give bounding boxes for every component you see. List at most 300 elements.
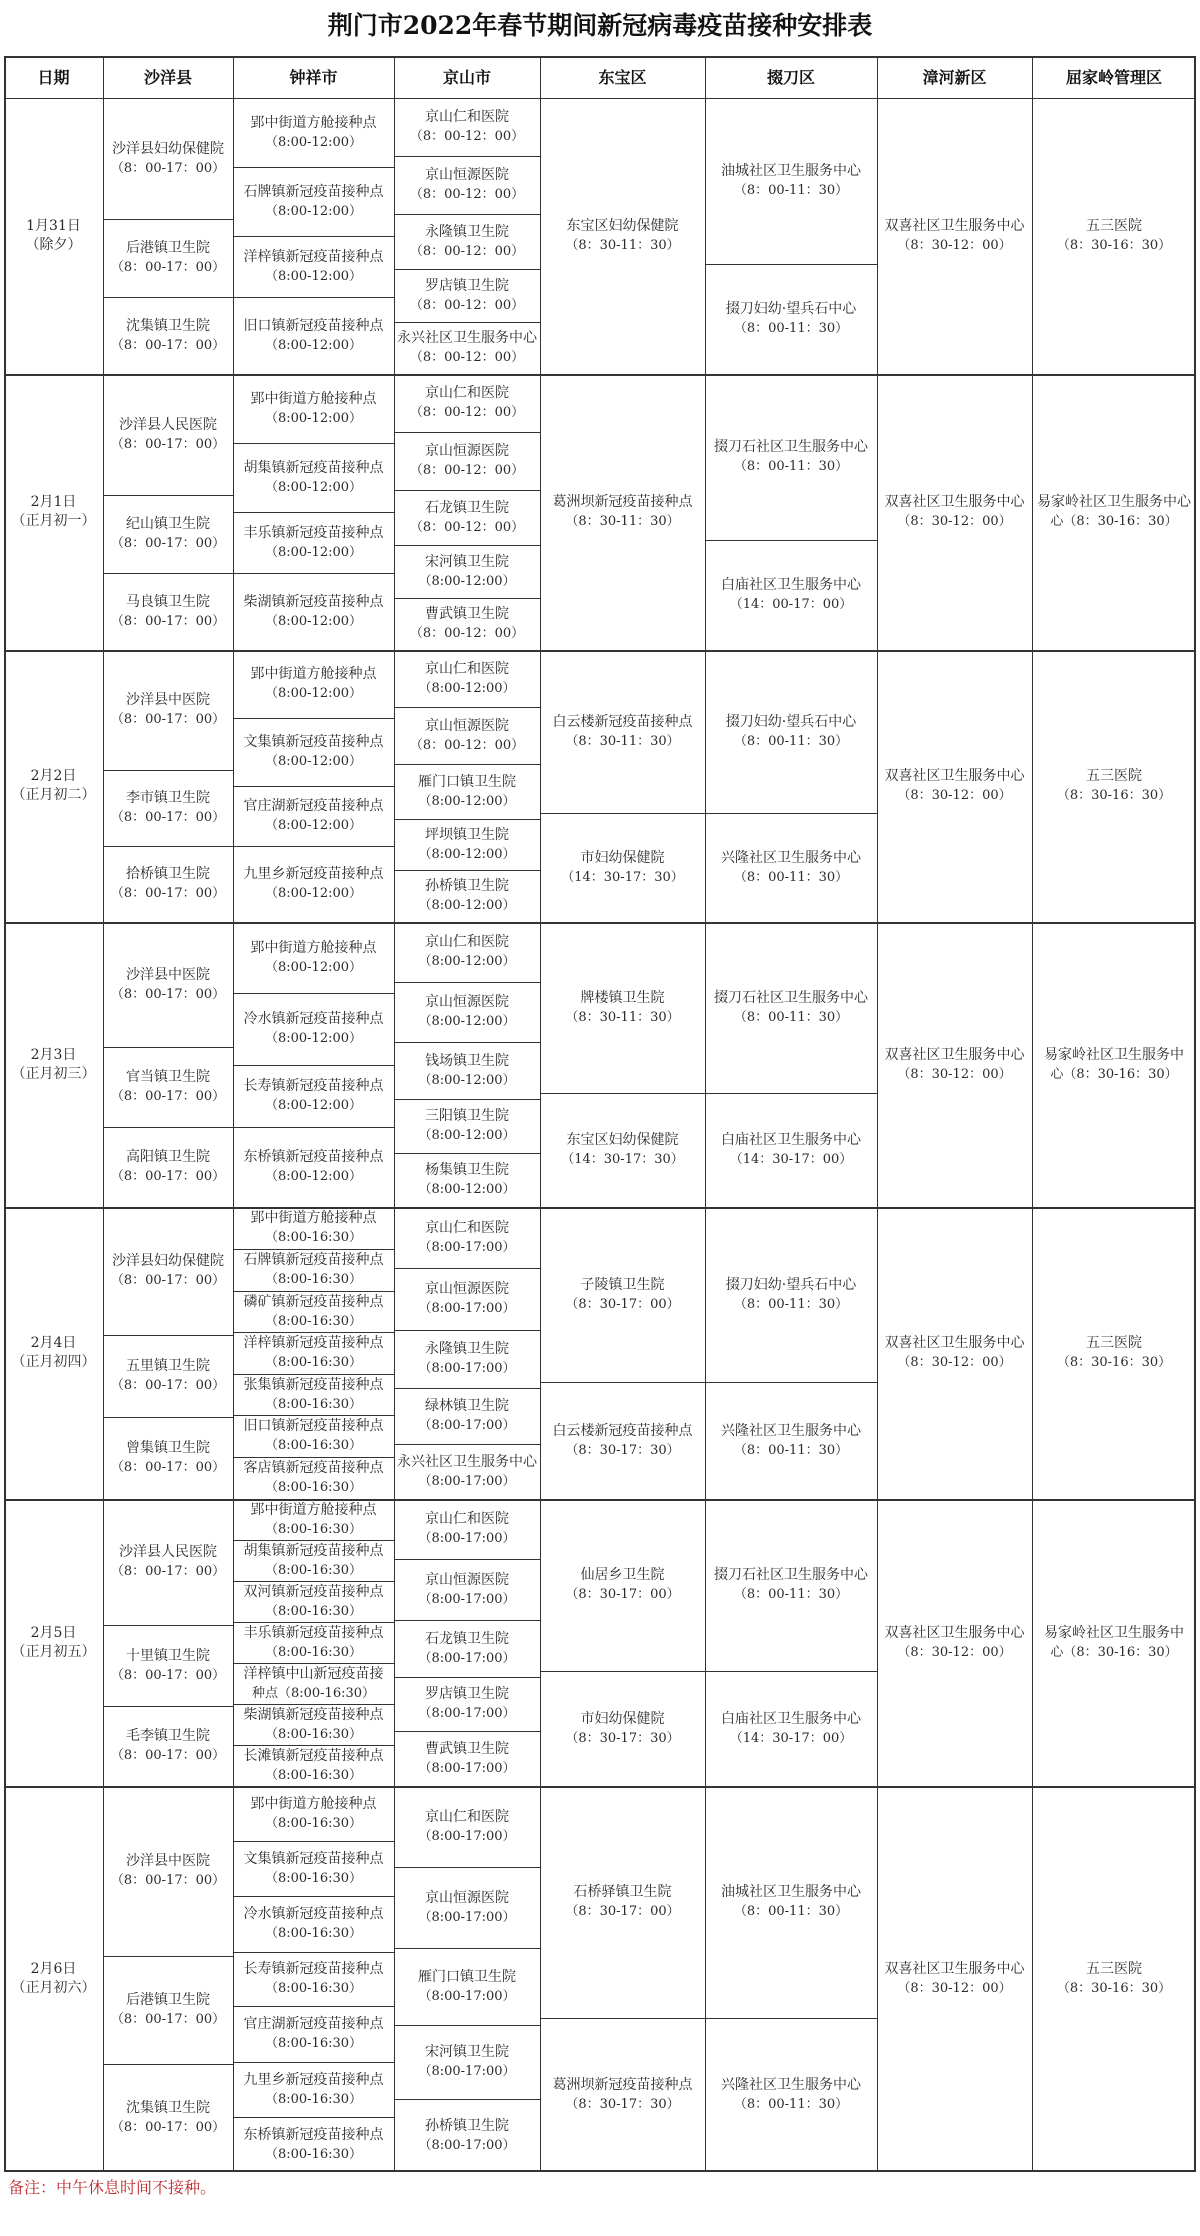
site-name: 官当镇卫生院 — [126, 1069, 210, 1085]
duodao-site — [705, 1671, 877, 1786]
site-name: 京山仁和医院 — [425, 1511, 509, 1527]
site-name: 郢中街道方舱接种点 — [250, 114, 377, 131]
footnote: 备注：中午休息时间不接种。 — [8, 2178, 217, 2197]
site-hours: （8:00-16:30） — [264, 1355, 363, 1370]
site-hours: （8：30-17：30） — [565, 1442, 680, 1458]
site-hours: （8:00-12:00） — [264, 886, 363, 901]
zhongxiang-site — [233, 1499, 394, 1540]
site-hours: （8:00-17:00） — [418, 1909, 516, 1925]
table-rule — [4, 1207, 1196, 1209]
site-name: 易家岭社区卫生服务中心 — [1037, 494, 1191, 510]
site-name: 雁门口镇卫生院 — [418, 773, 516, 790]
table-rule — [233, 297, 394, 298]
site-name: 掇刀妇幼·望兵石中心 — [725, 301, 857, 317]
table-rule — [705, 813, 877, 814]
column-header-label: 京山市 — [442, 67, 491, 87]
duodao-site — [705, 1093, 877, 1207]
zhongxiang-site — [233, 1745, 394, 1786]
lunar-date-label: （正月初一） — [11, 513, 96, 529]
table-rule — [233, 443, 394, 444]
lunar-date-label: （正月初二） — [11, 787, 96, 803]
table-rule — [233, 1622, 394, 1623]
date-cell — [4, 1499, 103, 1786]
duodao-site — [705, 813, 877, 922]
site-hours: （8：00-17：00） — [110, 810, 226, 825]
qujialing-site — [1032, 374, 1196, 650]
site-hours: （8:00-16:30） — [264, 1981, 363, 1996]
site-hours: （8:00-16:30） — [264, 2036, 363, 2051]
table-rule — [4, 1786, 1196, 1788]
site-hours: （8:00-12:00） — [264, 544, 363, 560]
site-hours: （8:00-16:30） — [264, 1815, 363, 1831]
shayang-site — [103, 650, 233, 770]
zhongxiang-site — [233, 922, 394, 993]
site-name: 双喜社区卫生服务中心 — [884, 494, 1025, 510]
table-rule — [233, 1249, 394, 1250]
site-hours: （8:00-12:00） — [418, 573, 516, 589]
site-hours: （8：00-11：30） — [733, 1009, 849, 1025]
site-name: 石牌镇新冠疫苗接种点 — [243, 183, 384, 200]
site-hours: （8:00-17:00） — [418, 1591, 516, 1607]
site-name: 白庙社区卫生服务中心 — [721, 577, 861, 593]
site-hours: （8:00-16:30） — [264, 1272, 363, 1287]
zhongxiang-site — [233, 297, 394, 374]
site-hours: 种点（8:00-16:30） — [251, 1685, 376, 1701]
site-name: 毛李镇卫生院 — [126, 1728, 210, 1744]
site-name: 永隆镇卫生院 — [425, 1341, 509, 1357]
jingshan-site — [394, 650, 540, 707]
table-rule — [233, 1374, 394, 1375]
site-hours: （8：00-17：00） — [110, 2120, 226, 2135]
site-name: 兴隆社区卫生服务中心 — [721, 849, 861, 866]
site-hours: （8：00-17：00） — [110, 1169, 226, 1184]
zhongxiang-site — [233, 1622, 394, 1663]
site-name: 后港镇卫生院 — [126, 1992, 210, 2008]
site-name: 郢中街道方舱接种点 — [250, 1210, 377, 1226]
table-rule — [233, 1581, 394, 1582]
shayang-site — [103, 374, 233, 495]
date-cell — [4, 98, 103, 374]
table-rule — [394, 1099, 540, 1100]
zhongxiang-site — [233, 2117, 394, 2172]
site-name: 掇刀石社区卫生服务中心 — [714, 439, 868, 455]
jingshan-site — [394, 1268, 540, 1330]
site-name: 石牌镇新冠疫苗接种点 — [243, 1252, 384, 1268]
site-name: 曹武镇卫生院 — [425, 1740, 509, 1757]
table-rule — [233, 512, 394, 513]
table-rule — [233, 718, 394, 719]
site-name: 九里乡新冠疫苗接种点 — [243, 866, 384, 882]
site-name: 白庙社区卫生服务中心 — [721, 1132, 861, 1148]
table-rule — [233, 1704, 394, 1705]
zhongxiang-site — [233, 1896, 394, 1952]
site-hours: （8：30-11：30） — [565, 514, 680, 529]
site-hours: （8：30-11：30） — [565, 1009, 680, 1025]
table-rule — [394, 870, 540, 871]
table-rule — [540, 56, 541, 2172]
site-name: 郢中街道方舱接种点 — [250, 939, 377, 956]
site-hours: （8:00-16:30） — [264, 1313, 363, 1329]
site-name: 白云楼新冠疫苗接种点 — [552, 713, 693, 730]
site-name: 沙洋县中医院 — [126, 692, 210, 708]
site-name: 胡集镇新冠疫苗接种点 — [243, 1542, 384, 1559]
site-hours: （8:00-16:30） — [264, 1767, 363, 1783]
column-header-label: 日期 — [37, 67, 70, 87]
jingshan-site — [394, 432, 540, 490]
site-name: 掇刀石社区卫生服务中心 — [714, 989, 868, 1006]
jingshan-site — [394, 1207, 540, 1268]
site-hours: （8:00-17:00） — [418, 1706, 516, 1721]
zhongxiang-site — [233, 1786, 394, 1841]
shayang-site — [103, 1047, 233, 1127]
site-name: 易家岭社区卫生服务中 — [1044, 1624, 1184, 1641]
jingshan-site — [394, 374, 540, 432]
table-rule — [4, 1499, 1196, 1501]
dongbao-site — [540, 922, 705, 1093]
site-hours: （8:00-12:00） — [418, 1128, 516, 1143]
zhongxiang-site — [233, 1291, 394, 1332]
zhanghe-site — [877, 650, 1032, 922]
site-name: 双喜社区卫生服务中心 — [884, 218, 1025, 234]
site-name: 掇刀石社区卫生服务中心 — [714, 1567, 868, 1583]
jingshan-site — [394, 707, 540, 764]
site-name: 郢中街道方舱接种点 — [250, 666, 377, 682]
site-hours: （8：30-17：00） — [565, 1587, 680, 1602]
table-rule — [705, 2018, 877, 2019]
zhongxiang-site — [233, 650, 394, 718]
site-name: 杨集镇卫生院 — [425, 1162, 509, 1178]
site-hours: （8：30-12：00） — [897, 1981, 1012, 1996]
table-rule — [233, 2117, 394, 2118]
site-name: 曾集镇卫生院 — [126, 1440, 210, 1456]
date-cell — [4, 374, 103, 650]
site-hours: （8:00-16:30） — [264, 1396, 363, 1412]
site-name: 洋梓镇新冠疫苗接种点 — [243, 248, 384, 265]
site-hours: （8：00-17：00） — [110, 1378, 226, 1393]
site-name: 孙桥镇卫生院 — [425, 878, 509, 894]
site-hours: （8：00-12：00） — [409, 129, 525, 144]
schedule-table — [4, 56, 1196, 2172]
site-hours: （8：30-17：00） — [565, 1296, 680, 1312]
site-hours: （8：30-16：30） — [1056, 788, 1172, 803]
qujialing-site — [1032, 1207, 1196, 1499]
table-rule — [103, 297, 233, 298]
dongbao-site — [540, 1382, 705, 1499]
site-hours: （8:00-12:00） — [264, 410, 363, 426]
site-hours: （8：30-16：30） — [1056, 1981, 1172, 1996]
duodao-site — [705, 264, 877, 374]
table-rule — [394, 1948, 540, 1949]
table-rule — [394, 1559, 540, 1560]
column-header — [394, 56, 540, 98]
shayang-site — [103, 846, 233, 922]
table-rule — [394, 2025, 540, 2026]
table-rule — [233, 1415, 394, 1416]
site-name: 旧口镇新冠疫苗接种点 — [243, 317, 384, 334]
jingshan-site — [394, 922, 540, 982]
site-hours: （8：00-12：00） — [409, 463, 525, 478]
site-name: 双河镇新冠疫苗接种点 — [243, 1583, 384, 1600]
site-hours: （8：00-17：00） — [110, 160, 226, 176]
jingshan-site — [394, 156, 540, 214]
date-cell — [4, 922, 103, 1207]
site-name: 罗店镇卫生院 — [425, 1686, 509, 1702]
site-hours: （8:00-17:00） — [418, 1531, 516, 1546]
site-hours: （8：00-17：00） — [110, 2012, 226, 2027]
site-name: 沙洋县人民医院 — [119, 1544, 217, 1560]
lunar-date-label: （正月初六） — [11, 1980, 96, 1996]
site-name: 京山恒源医院 — [425, 1889, 509, 1906]
jingshan-site — [394, 1099, 540, 1153]
table-rule — [705, 1093, 877, 1094]
site-name: 京山仁和医院 — [425, 660, 509, 677]
dongbao-site — [540, 1499, 705, 1671]
table-rule — [233, 167, 394, 168]
site-hours: （8:00-12:00） — [264, 337, 363, 353]
table-rule — [103, 1127, 233, 1128]
shayang-site — [103, 1207, 233, 1335]
shayang-site — [103, 495, 233, 573]
site-name: 纪山镇卫生院 — [126, 516, 210, 532]
site-hours: （8：00-11：30） — [733, 733, 849, 749]
table-rule — [394, 156, 540, 157]
site-hours: （8:00-12:00） — [264, 479, 363, 495]
qujialing-site — [1032, 1786, 1196, 2172]
date-label: 2月3日 — [30, 1046, 77, 1063]
shayang-site — [103, 219, 233, 297]
site-name: 沙洋县人民医院 — [119, 416, 217, 433]
site-name: 洋梓镇中山新冠疫苗接 — [243, 1665, 384, 1682]
site-name: 京山仁和医院 — [425, 1219, 509, 1236]
site-hours: （8:00-12:00） — [264, 268, 363, 284]
site-name: 京山恒源医院 — [425, 717, 509, 734]
site-name: 京山恒源医院 — [425, 167, 509, 183]
jingshan-site — [394, 98, 540, 156]
table-rule — [540, 813, 705, 814]
table-rule — [233, 236, 394, 237]
site-hours: （14：30-17：00） — [729, 1152, 853, 1167]
site-name: 京山仁和医院 — [425, 934, 509, 950]
site-hours: （8：00-17：00） — [110, 1667, 226, 1683]
jingshan-site — [394, 214, 540, 269]
table-rule — [233, 1540, 394, 1541]
site-name: 兴隆社区卫生服务中心 — [721, 2077, 861, 2093]
site-hours: （8：00-12：00） — [409, 350, 525, 365]
site-name: 高阳镇卫生院 — [126, 1149, 210, 1165]
site-hours: （8:00-12:00） — [418, 680, 516, 696]
jingshan-site — [394, 1620, 540, 1677]
site-hours: （8:00-16:30） — [264, 1644, 363, 1660]
table-rule — [233, 1896, 394, 1897]
site-name: 郢中街道方舱接种点 — [250, 390, 377, 407]
table-rule — [394, 1268, 540, 1269]
jingshan-site — [394, 870, 540, 922]
site-hours: （8:00-16:30） — [264, 1562, 363, 1578]
table-rule — [103, 770, 233, 771]
table-rule — [103, 1335, 233, 1336]
shayang-site — [103, 1335, 233, 1417]
site-hours: （8：00-11：30） — [733, 1442, 849, 1458]
table-rule — [233, 1745, 394, 1746]
zhongxiang-site — [233, 98, 394, 167]
site-hours: 心（8：30-16：30） — [1050, 514, 1178, 529]
site-hours: （8:00-17:00） — [418, 1828, 516, 1844]
shayang-site — [103, 297, 233, 374]
site-name: 市妇幼保健院 — [580, 1710, 665, 1727]
duodao-site — [705, 1786, 877, 2018]
lunar-date-label: （正月初四） — [11, 1354, 96, 1370]
site-name: 石龙镇卫生院 — [425, 1630, 509, 1647]
qujialing-site — [1032, 1499, 1196, 1786]
table-rule — [4, 2170, 1196, 2172]
site-hours: （8:00-12:00） — [264, 818, 363, 833]
table-rule — [540, 1093, 705, 1094]
zhongxiang-site — [233, 1332, 394, 1374]
site-name: 五三医院 — [1086, 1961, 1142, 1977]
site-name: 郢中街道方舱接种点 — [250, 1795, 377, 1812]
table-rule — [540, 1382, 705, 1383]
site-hours: （14：30-17：30） — [561, 869, 684, 885]
site-hours: （8：00-11：30） — [733, 2097, 849, 2112]
site-name: 柴湖镇新冠疫苗接种点 — [243, 593, 384, 610]
site-name: 东宝区妇幼保健院 — [566, 1132, 679, 1148]
column-header-label: 东宝区 — [598, 67, 647, 87]
site-name: 东桥镇新冠疫苗接种点 — [243, 2126, 384, 2143]
zhanghe-site — [877, 374, 1032, 650]
site-name: 宋河镇卫生院 — [425, 553, 509, 570]
site-name: 京山恒源医院 — [425, 994, 509, 1010]
site-hours: （14：30-17：00） — [729, 1730, 853, 1746]
site-name: 官庄湖新冠疫苗接种点 — [243, 2016, 384, 2032]
table-rule — [103, 495, 233, 496]
shayang-site — [103, 922, 233, 1047]
zhanghe-site — [877, 1207, 1032, 1499]
dongbao-site — [540, 1093, 705, 1207]
column-header-label: 屈家岭管理区 — [1065, 67, 1162, 87]
table-rule — [103, 1956, 233, 1957]
zhongxiang-site — [233, 573, 394, 650]
table-rule — [233, 573, 394, 574]
site-hours: （8:00-17:00） — [418, 1418, 516, 1433]
table-rule — [394, 1620, 540, 1621]
duodao-site — [705, 374, 877, 540]
jingshan-site — [394, 269, 540, 322]
zhongxiang-site — [233, 1374, 394, 1415]
site-hours: （8:00-16:30） — [264, 1480, 363, 1495]
site-hours: （8:00-16:30） — [264, 1603, 363, 1619]
site-name: 仙居乡卫生院 — [580, 1567, 665, 1583]
site-name: 后港镇卫生院 — [126, 240, 210, 256]
zhongxiang-site — [233, 167, 394, 236]
zhongxiang-site — [233, 1704, 394, 1745]
site-name: 沙洋县妇幼保健院 — [112, 140, 224, 157]
dongbao-site — [540, 813, 705, 922]
site-hours: （8：00-12：00） — [409, 297, 525, 313]
zhongxiang-site — [233, 718, 394, 786]
zhongxiang-site — [233, 846, 394, 922]
site-hours: （8：00-12：00） — [409, 519, 525, 535]
table-rule — [233, 993, 394, 994]
table-rule — [4, 650, 1196, 652]
date-cell — [4, 1207, 103, 1499]
site-name: 市妇幼保健院 — [580, 849, 665, 866]
site-name: 沙洋县中医院 — [126, 966, 210, 983]
table-rule — [4, 98, 1196, 99]
site-name: 双喜社区卫生服务中心 — [884, 1624, 1025, 1641]
site-hours: （8:00-12:00） — [264, 203, 363, 219]
jingshan-site — [394, 1786, 540, 1867]
site-hours: （8：00-12：00） — [409, 243, 525, 259]
table-rule — [103, 1706, 233, 1707]
table-rule — [394, 1330, 540, 1331]
table-rule — [1032, 56, 1033, 2172]
site-hours: （8：00-11：30） — [733, 1587, 849, 1602]
site-name: 京山仁和医院 — [425, 109, 509, 125]
table-rule — [394, 982, 540, 983]
table-rule — [103, 1625, 233, 1626]
jingshan-site — [394, 982, 540, 1042]
shayang-site — [103, 2064, 233, 2172]
site-name: 永兴社区卫生服务中心 — [397, 330, 537, 346]
date-label: 2月1日 — [30, 494, 77, 510]
duodao-site — [705, 922, 877, 1093]
jingshan-site — [394, 764, 540, 819]
date-label: 2月4日 — [30, 1335, 77, 1351]
zhongxiang-site — [233, 2006, 394, 2062]
site-name: 白云楼新冠疫苗接种点 — [552, 1422, 693, 1439]
site-hours: （8：00-11：30） — [733, 459, 849, 474]
duodao-site — [705, 540, 877, 650]
site-hours: （8：00-17：00） — [110, 436, 226, 452]
site-name: 京山恒源医院 — [425, 1281, 509, 1297]
site-name: 坪坝镇卫生院 — [425, 826, 509, 843]
site-hours: （8:00-17:00） — [418, 1650, 516, 1666]
table-rule — [233, 56, 234, 2172]
table-rule — [394, 1677, 540, 1678]
site-hours: （8：00-17：00） — [110, 1273, 226, 1288]
site-name: 石龙镇卫生院 — [425, 499, 509, 516]
site-name: 兴隆社区卫生服务中心 — [721, 1422, 861, 1439]
table-rule — [394, 56, 395, 2172]
zhongxiang-site — [233, 1415, 394, 1457]
site-hours: （8：30-12：00） — [897, 514, 1012, 529]
table-rule — [705, 1382, 877, 1383]
duodao-site — [705, 2018, 877, 2172]
site-name: 双喜社区卫生服务中心 — [884, 1335, 1025, 1351]
table-rule — [394, 490, 540, 491]
site-name: 五三医院 — [1086, 1335, 1142, 1351]
duodao-site — [705, 1207, 877, 1382]
site-name: 沙洋县妇幼保健院 — [112, 1253, 224, 1269]
table-rule — [394, 1867, 540, 1868]
site-hours: （8:00-17:00） — [418, 1239, 516, 1255]
table-rule — [394, 545, 540, 546]
site-hours: （8：00-12：00） — [409, 405, 525, 420]
table-rule — [705, 56, 706, 2172]
site-name: 油城社区卫生服务中心 — [721, 163, 861, 179]
site-hours: （8:00-12:00） — [418, 793, 516, 809]
zhongxiang-site — [233, 1841, 394, 1896]
site-hours: （8:00-16:30） — [264, 1726, 363, 1742]
table-rule — [233, 1291, 394, 1292]
site-name: 子陵镇卫生院 — [580, 1276, 665, 1293]
site-hours: （8:00-12:00） — [264, 1169, 363, 1184]
zhongxiang-site — [233, 1540, 394, 1581]
site-name: 三阳镇卫生院 — [425, 1108, 509, 1124]
site-name: 丰乐镇新冠疫苗接种点 — [243, 524, 384, 541]
site-hours: （8：30-12：00） — [897, 1066, 1012, 1082]
site-hours: （8：30-17：00） — [565, 1904, 680, 1919]
